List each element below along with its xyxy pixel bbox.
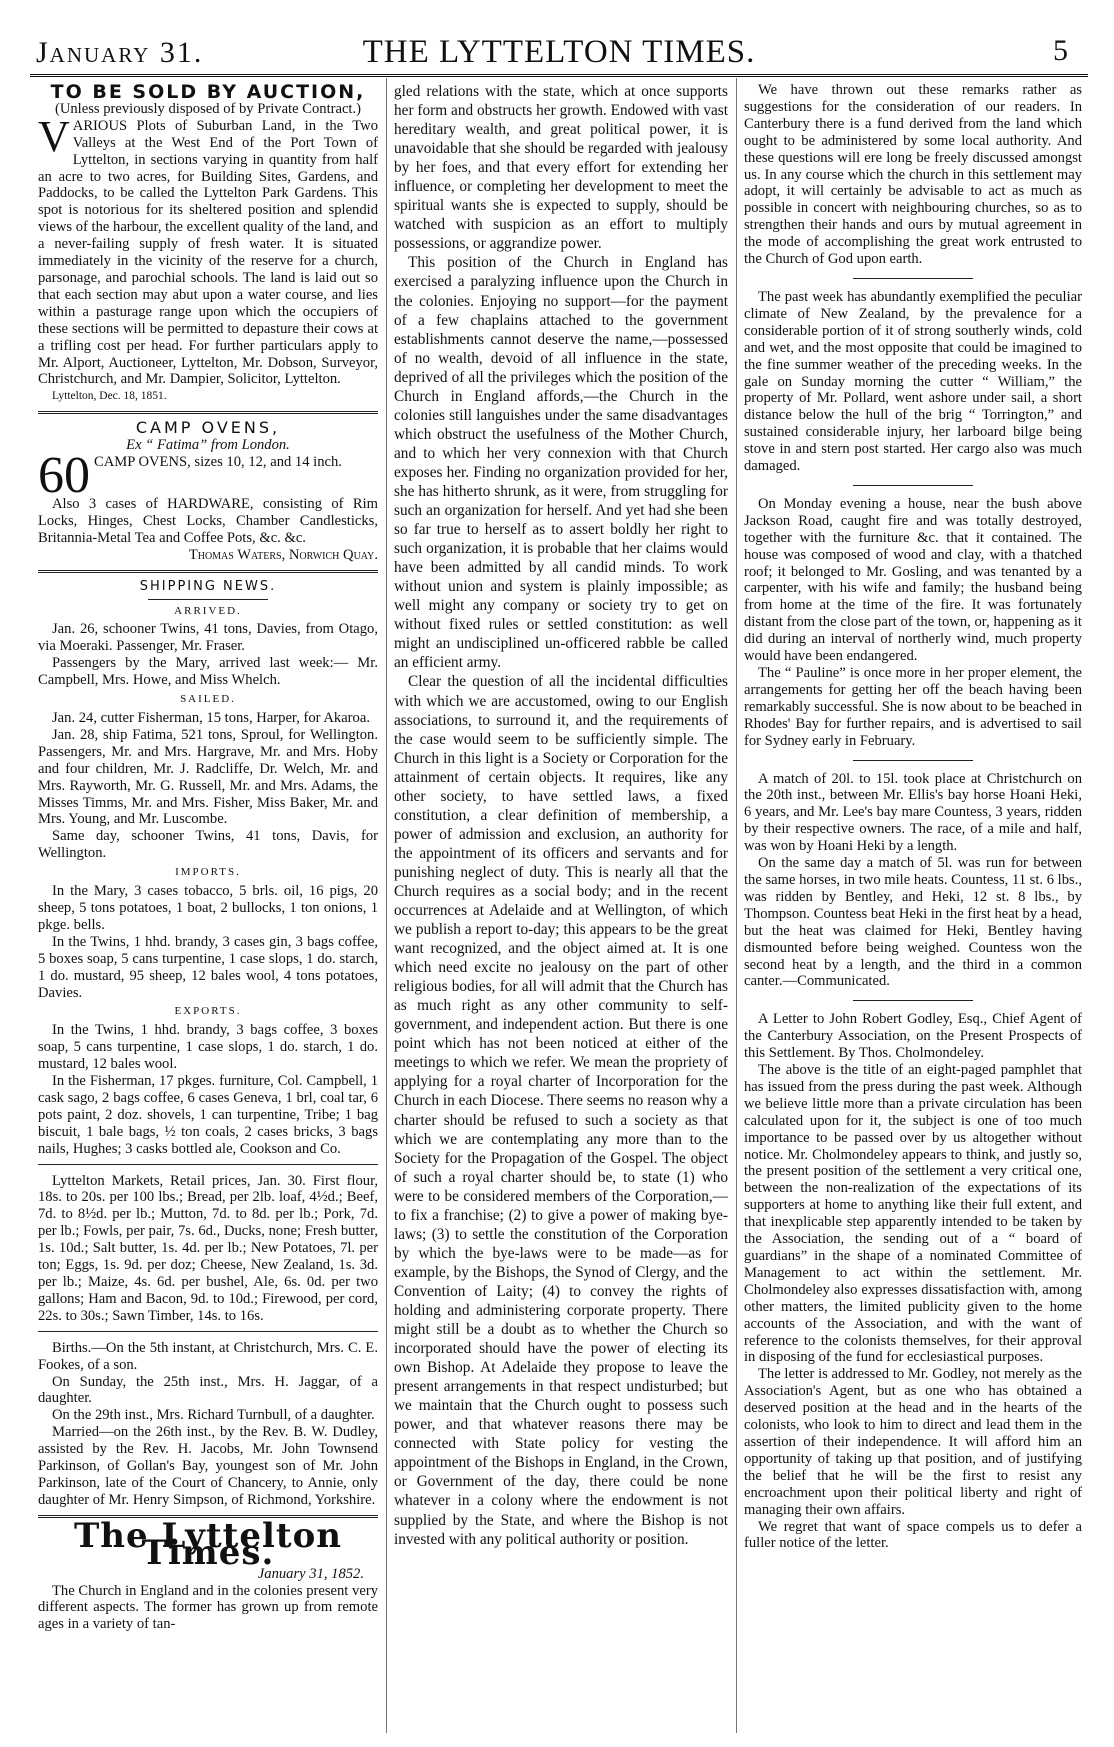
horse-race-item: On the same day a match of 5l. was run for between the same horses, in two mile heats. Countess, 11 st. 6 lbs., was ridden by Bentley, and Heki, 12 st. 8 lbs., by Thompson. Countess beat Heki in the first heat by a head, but the heat was claimed for Heki, Bentley having dismounted before being weighed. Countess won the second heat by a length, and the third in a common canter.—Communicated.	[744, 855, 1083, 990]
sailed-heading: SAILED.	[180, 693, 236, 706]
shipping-entry: Same day, schooner Twins, 41 tons, Davis, for Wellington.	[38, 828, 378, 862]
page-number: 5	[1053, 34, 1068, 67]
editorial-paragraph: This position of the Church in England has exercised a paralyzing influence upon the Church in the colonies. Enjoying no support—for the payment of a few chaplains attached to the government establishments cannot deserve the name,—possessed of no wealth, devoid of all influence in the state, deprived of all the privileges which the position of the Church in England affords,—the Church in the colonies still languishes under the same disadvantages which obstruct the usefulness of the Mother Church, and to which her very connexion with that Church exposes her. Finding no organization provided for her, she has hitherto shrunk, as it were, from struggling for such an organization for herself. And yet had she been so far true to herself as to assert boldly her right to such organization, it is probable that her claims would have been admitted by all candid minds. To work without union and system is plainly impossible; as well might any company or society try to get on without fixed rules or settled constitution: as well might an undisciplined un-officered rabble be called an efficient army.	[394, 254, 728, 672]
editorial-paragraph: gled relations with the state, which at once supports her form and obstructs her growth. Endowed with vast hereditary wealth, and great political power, it is unavoidable that she should be regarded with jealousy by her foes, and that every effort for extending her influence, or completing her development to meet the spiritual wants she is expected to supply, should be watched with suspicion as an effort to multiply possessions, or aggrandize power.	[394, 83, 728, 253]
shipping-entry: Jan. 28, ship Fatima, 521 tons, Sproul, for Wellington. Passengers, Mr. and Mrs. Hargrave, Mr. and Mrs. Hoby and four children, Mr. J. Radcliffe, Dr. Welch, Mr. and Mrs. Rayworth, Mr. G. Russell, Mr. and Mrs. Adams, the Misses Timms, Mr. and Mrs. Fisher, Miss Baker, Mr. and Mrs. Young, and Mr. Luscombe.	[38, 726, 378, 828]
masthead: The Lyttelton Times.	[74, 1515, 342, 1573]
auction-subtitle: (Unless previously disposed of by Private Contract.)	[54, 100, 361, 117]
shipping-entry: In the Twins, 1 hhd. brandy, 3 bags coffee, 3 boxes soap, 5 cans turpentine, 1 case slops, 1 do. starch, 1 do. mustard, 12 bales wool.	[38, 1022, 378, 1073]
review-paragraph: We regret that want of space compels us to defer a fuller notice of the letter.	[744, 1518, 1082, 1552]
marriage-notice: Married—on the 26th inst., by the Rev. B. W. Dudley, assisted by the Rev. H. Jacobs, Mr. John Townsend Parkinson, of Gollan's Bay, youngest son of Mr. John Parkinson, late of the Court of Chancery, to Annie, only daughter of Mr. Henry Simpson, of Richmond, Yorkshire.	[38, 1424, 378, 1508]
weather-item: The past week has abundantly exemplified the peculiar climate of New Zealand, by the prevalence for a considerable portion of it of strong southerly winds, cold and wet, and the most opposite that could be imagined to the fine summer weather of the preceding weeks. In the gale on Sunday morning the cutter “ William,” the property of Mr. Pollard, went ashore under sail, a short distance below the hull of the brig “ Torrington,” and sustained considerable injury, her larboard bilge being stove in and stern post started. Her cargo also was much damaged.	[744, 288, 1082, 475]
review-paragraph: The above is the title of an eight-paged pamphlet that has issued from the press during the past week. Although we believe little more than a private circulation has been calculated upon for it, the subject is one of too much importance to be passed over by us altogether without notice. Mr. Cholmondeley appears to think, and justly so, the present position of the settlement a very critical one, between the non-realization of the expectations of its supporters at home to anything like their full extent, and that inexplicable step apparently intended to be taken by the Association, the sending out of a “ board of guardians” in the shape of a nominated Committee of Management to act within the settlement. Mr. Cholmondeley also expresses dissatisfaction with, among other matters, the limited publicity given to the home accounts of the Association, and with the want of reference to the colonists themselves, for their approval in disposing of the fund for ecclesiastical purposes.	[744, 1062, 1082, 1366]
column-left	[38, 82, 378, 1633]
letter-title: A Letter to John Robert Godley, Esq., Chief Agent of the Canterbury Association, on the Present Prospects of this Settlement. By Thos. Cholmondeley.	[744, 1011, 1082, 1062]
shipping-entry: In the Twins, 1 hhd. brandy, 3 cases gin, 3 bags coffee, 5 boxes soap, 5 cans turpentine, 1 case slops, 1 do. starch, 1 do. mustard, 95 sheep, 12 bales wool, 4 tons potatoes, Davies.	[38, 933, 378, 1001]
editorial-date: January 31, 1852.	[257, 1565, 364, 1582]
editorial-paragraph: Clear the question of all the incidental difficulties with which we are accustomed, owing to our English associations, to surround it, and the requirements of the case would seem to be sufficiently simple. The Church in this light is a Society or Corporation for the attainment of certain objects. It requires, like any other society, to have settled laws, a fixed constitution, a clear definition of membership, a power of admission and exclusion, an authority for the appointment of its officers and servants and for punishing neglect of duty. This is nearly all that the Church requires as a social body; and in the recent occurrences at Adelaide and at Wellington, of which we publish a report to-day; this appears to be the great want recognized, and the object aimed at. It is one which need excite no jealousy on the part of other religious bodies, for all will admit that the Church has as much right as any other community to self-government, and independent action. But there is one point which has not been noticed at either of the meetings to which we refer. We mean the propriety of applying for a royal charter of Incorporation for the Church in each Diocese. There seems no reason why a charter should be refused to such a society as that which we are contemplating any more than to the Society for the Propagation of the Gospel. The object of such a royal charter should be, to state (1) who were to be considered members of the Corporation,—to fix a franchise; (2) to give a power of making bye-laws; (3) to settle the constitution of the Corporation by which the bye-laws were to be made—as for example, by the Bishops, the Synod of Clergy, and the Convention of Laity; (4) to convey the rights of holding and administering corporate property. There might still be a doubt as to whether the Church so incorporated should have the power of electing its own Bishop. At Adelaide they propose to leave the present arrangements in that respect undisturbed; but we maintain that the Church ought to possess such power, and that whatever reasons there may be connected with State policy for vesting the appointment of the Bishops in England, in the Crown, or Government of the day, there could be none whatever in a colony where the endowment is not supplied by the State, and where the Bishop is not invested with any political authority or position.	[394, 673, 728, 1548]
header-rule	[30, 74, 1088, 77]
page-header	[30, 26, 1088, 74]
imports-heading: IMPORTS.	[175, 866, 241, 879]
auction-dateline: Lyttelton, Dec. 18, 1851.	[52, 390, 167, 403]
shipping-entry: Jan. 26, schooner Twins, 41 tons, Davies, from Otago, via Moeraki. Passenger, Mr. Fraser.	[38, 621, 378, 655]
arrived-heading: ARRIVED.	[174, 604, 242, 617]
hardware-ad: Also 3 cases of HARDWARE, consisting of Rim Locks, Hinges, Chest Locks, Chamber Candlesticks, Britannia-Metal Tea and Coffee Pots, &c. &c.	[38, 496, 378, 546]
horse-race-item: A match of 20l. to 15l. took place at Christchurch on the 20th inst., between Mr. Ellis's bay horse Hoani Heki, 6 years, and Mr. Lee's bay mare Countess, 3 years, ridden by their respective owners. The race, of a mile and half, was won by Hoani Heki by a length.	[744, 770, 1082, 855]
shipping-entry: Passengers by the Mary, arrived last week:— Mr. Campbell, Mrs. Howe, and Miss Whelch.	[38, 655, 378, 689]
advertiser-signature: Thomas Waters, Norwich Quay.	[188, 546, 378, 563]
column-divider	[736, 78, 737, 1733]
market-prices: Lyttelton Markets, Retail prices, Jan. 30. First flour, 18s. to 20s. per 100 lbs.; Bread, per 2lb. loaf, 4½d.; Beef, 7d. to 8½d. per lb.; Mutton, 7d. to 8d. per lb.; Pork, 7d. per lb.; Fowls, per pair, 7s. 6d., Ducks, none; Fresh butter, 1s. 10d.; Salt butter, 1s. 4d. per lb.; New Potatoes, 7l. per ton; Eggs, 1s. 9d. per doz; Cheese, New Zealand, 1s. 3d. per lb.; Maize, 4s. 6d. per bushel, Ale, 6s. 0d. per two gallons; Ham and Bacon, 9d. to 10d.; Firewood, per cord, 22s. to 30s.; Sawn Timber, 14s. to 16s.	[38, 1172, 378, 1324]
auction-title: TO BE SOLD BY AUCTION,	[50, 81, 366, 103]
births-notice: Births.—On the 5th instant, at Christchurch, Mrs. C. E. Fookes, of a son.	[38, 1339, 378, 1373]
column-right	[744, 82, 1082, 1552]
quantity-number: 60	[38, 447, 90, 505]
pauline-item: The “ Pauline” is once more in her proper element, the arrangements for getting her off the beach having been remarkably successful. She is now about to be beached in Rhodes' Bay for further repairs, and is advertised to sail for Sydney early in February.	[744, 665, 1082, 749]
drop-cap: V	[38, 111, 70, 161]
auction-body: VARIOUS Plots of Suburban Land, in the Two Valleys at the West End of the Port Town of Lyttelton, in sections varying in quantity from half an acre to two acres, for Building Sites, Gardens, and Paddocks, to be called the Lyttelton Park Gardens. This spot is notorious for its sheltered position and splendid views of the harbour, the excellent quality of the land, and a never-failing supply of fresh water. It is situated immediately in the vicinity of the reserve for a church, parsonage, and parochial schools. The land is laid out so that each section may abut upon a water course, and lies within a pasturage range upon which the occupiers of these sections will be permitted to depasture their cows at a trifling cost per head. For further particulars apply to Mr. Alport, Auctioneer, Lyttelton, Mr. Dobson, Surveyor, Christchurch, and Mr. Dampier, Solicitor, Lyttelton.	[38, 111, 378, 388]
births-notice: On the 29th inst., Mrs. Richard Turnbull, of a daughter.	[52, 1407, 375, 1424]
column-divider	[386, 78, 387, 1733]
editorial-paragraph: The Church in England and in the colonies present very different aspects. The former has grown up from remote ages in a variety of tan-	[38, 1582, 378, 1633]
editorial-paragraph: We have thrown out these remarks rather as suggestions for the consideration of our readers. In Canterbury there is a fund derived from the land which ought to be administered by some local authority. And these questions will ere long be freely discussed amongst us. In any course which the church in this settlement may adopt, it will certainly be advisable to act as much as possible in concert with neighbouring churches, so as to strengthen their hands and ours by mutual agreement in the mode of accomplishing the great work entrusted to the Church of God upon earth.	[744, 82, 1082, 268]
fire-item: On Monday evening a house, near the bush above Jackson Road, caught fire and was totally destroyed, together with the furniture &c. that it contained. The house was composed of wood and clay, with a thatched roof; it belonged to Mr. Gosling, and was tenanted by a carpenter, with his wife and family; the husband being from home at the time of the fire. It was fortunately distant from the close part of the town, or, happening as it did during an interval of northerly wind, much property would have been endangered.	[744, 495, 1082, 665]
shipping-entry: In the Fisherman, 17 pkges. furniture, Col. Campbell, 1 cask sago, 2 bags coffee, 6 cases Geneva, 1 brl, coal tar, 6 pots paint, 2 doz. shovels, 1 can turpentine, Tribe; 1 bag biscuit, 1 bale bags, ½ ton coals, 2 cases bricks, 3 bags nails, Hughes; 3 casks bottled ale, Cookson and Co.	[38, 1073, 378, 1157]
camp-ovens-subtitle: Ex “ Fatima” from London.	[126, 437, 290, 454]
review-paragraph: The letter is addressed to Mr. Godley, not merely as the Association's Agent, but as one who has obtained a deserved position at the head and in the hearts of the colonists, who look to him to direct and lead them in the assertion of their independence. It will afford him an opportunity of taking up that position, and of justifying the belief that he will be the first to resist any encroachment upon their political liberty and right of managing their own affairs.	[744, 1366, 1082, 1518]
camp-ovens-title: CAMP OVENS,	[135, 418, 281, 438]
births-notice: On Sunday, the 25th inst., Mrs. H. Jaggar, of a daughter.	[38, 1373, 378, 1407]
shipping-entry: Jan. 24, cutter Fisherman, 15 tons, Harper, for Akaroa.	[52, 710, 370, 726]
column-middle	[394, 82, 728, 1549]
camp-ovens-line: 60 CAMP OVENS, sizes 10, 12, and 14 inch.	[38, 447, 342, 505]
shipping-entry: In the Mary, 3 cases tobacco, 5 brls. oil, 16 pigs, 20 sheep, 5 tons potatoes, 1 boat, 2 bullocks, 1 ton onions, 1 pkge. bells.	[38, 883, 378, 933]
newspaper-title: THE LYTTELTON TIMES.	[362, 34, 756, 70]
header-date: January 31.	[36, 36, 204, 69]
exports-heading: EXPORTS.	[174, 1005, 242, 1018]
shipping-news-title: SHIPPING NEWS.	[139, 578, 277, 594]
